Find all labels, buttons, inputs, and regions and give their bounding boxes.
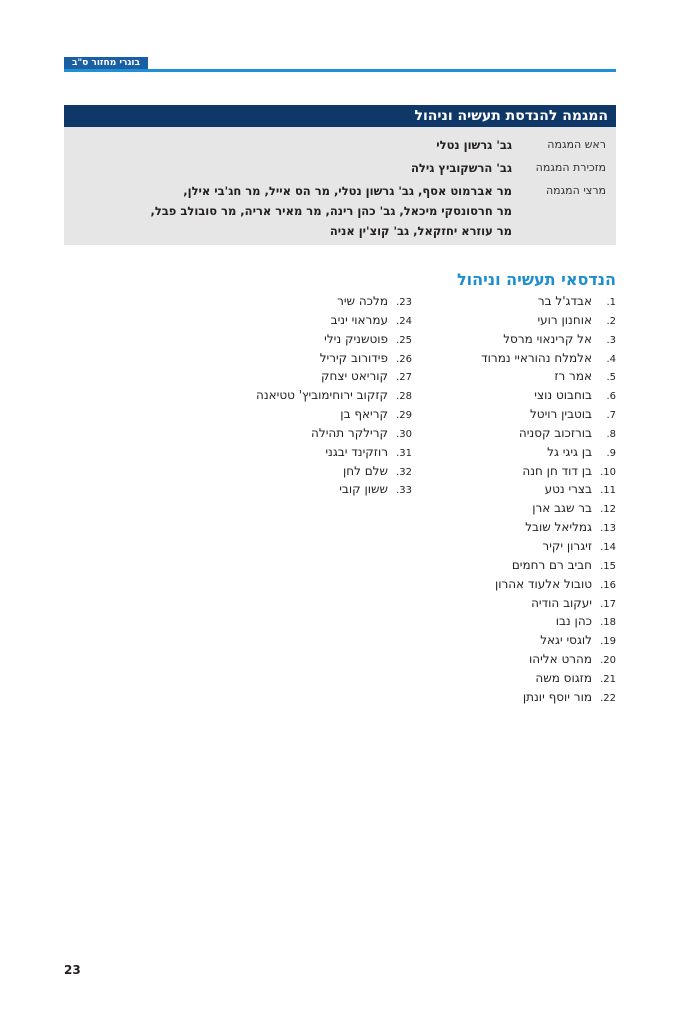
list-item-name: קריאף בן	[340, 407, 388, 422]
list-item-number: 31.	[396, 447, 412, 459]
list-item-number: 6.	[606, 391, 616, 403]
list-item-name: בן גיגי גל	[547, 444, 592, 459]
list-item-number: 28.	[396, 391, 412, 403]
list-item	[212, 330, 412, 349]
list-item	[212, 462, 412, 481]
list-item-name: קזקוב ירוחימוביץ' טטיאנה	[256, 388, 388, 403]
list-item-name: עמראוי יניב	[330, 312, 388, 327]
list-item	[416, 330, 616, 349]
list-item-number: 5.	[606, 372, 616, 384]
list-item-number: 29.	[396, 410, 412, 422]
lecturers-label: מרצי המגמה	[545, 184, 606, 197]
list-item-name: פוטשניק נילי	[324, 331, 388, 346]
list-item	[416, 292, 616, 311]
list-item-number: 19.	[600, 636, 616, 648]
list-item	[416, 650, 616, 669]
list-item-number: 12.	[600, 504, 616, 516]
head-label: ראש המגמה	[547, 138, 606, 151]
graduates-list-1	[416, 292, 616, 707]
list-item-number: 17.	[600, 598, 616, 610]
list-item	[212, 480, 412, 499]
list-item-name: בר שגב ארן	[532, 501, 592, 516]
list-item-name: מהרט אליהו	[529, 652, 592, 667]
list-item-name: שלם לחן	[342, 463, 388, 478]
list-item-name: בוטבין רויטל	[529, 407, 592, 422]
list-item-number: 8.	[606, 428, 616, 440]
list-item	[416, 311, 616, 330]
list-item-name: ששון קובי	[339, 482, 388, 497]
list-item-number: 9.	[606, 447, 616, 459]
list-item-name: אמר רז	[554, 369, 592, 384]
list-item	[416, 612, 616, 631]
list-item-name: גמליאל שובל	[525, 520, 592, 535]
list-item-number: 33.	[396, 485, 412, 497]
list-item-name: לוגסי יגאל	[540, 633, 592, 648]
list-item-number: 2.	[606, 315, 616, 327]
list-item-number: 3.	[606, 334, 616, 346]
secretary-label: מזכירת המגמה	[535, 161, 606, 174]
committee-box	[64, 105, 616, 245]
page-number: 23	[64, 963, 81, 977]
list-item-name: קוריאט יצחק	[320, 369, 388, 384]
list-item	[416, 631, 616, 650]
list-item-name: אלמלח נהוראיי נמרוד	[481, 350, 592, 365]
list-item-name: אבדג'ל בר	[537, 294, 592, 308]
list-item	[212, 405, 412, 424]
list-item-number: 21.	[600, 673, 616, 685]
list-item	[212, 443, 412, 462]
list-item	[212, 386, 412, 405]
list-item-number: 10.	[600, 466, 616, 478]
running-header-tab: בוגרי מחזור ס"ב	[64, 57, 148, 69]
list-item-number: 23.	[396, 297, 412, 308]
lecturers-line: מר עוזרא יחזקאל, גב' קוצ'ין אניה	[329, 224, 512, 238]
list-item	[416, 537, 616, 556]
list-item	[212, 311, 412, 330]
list-item-number: 4.	[606, 353, 616, 365]
list-item-name: בוחבוט נוצי	[534, 388, 592, 403]
header-rule	[64, 69, 616, 72]
list-item	[212, 367, 412, 386]
list-item	[416, 499, 616, 518]
list-item-number: 25.	[396, 334, 412, 346]
list-item	[416, 349, 616, 368]
list-item-number: 32.	[396, 466, 412, 478]
graduates-list-2	[212, 292, 412, 499]
list-item-name: אל קרינאוי מרסל	[503, 331, 592, 346]
list-item	[416, 405, 616, 424]
list-item-name: פידורוב קיריל	[319, 350, 388, 365]
list-item-name: בצרי נטע	[544, 482, 592, 497]
list-item	[416, 424, 616, 443]
list-item	[416, 688, 616, 707]
list-item-name: רוזקינד יבגני	[325, 444, 388, 459]
list-item	[416, 594, 616, 613]
list-item	[416, 518, 616, 537]
list-item-name: קרילקר תהילה	[311, 425, 388, 440]
list-item-number: 16.	[600, 579, 616, 591]
list-item	[212, 292, 412, 311]
list-item-number: 24.	[396, 315, 412, 327]
list-item	[416, 556, 616, 575]
list-item	[416, 462, 616, 481]
lecturers-value	[112, 181, 512, 241]
list-item	[416, 386, 616, 405]
list-item-name: אוחנון רועי	[537, 312, 592, 327]
section-title: הנדסאי תעשיה וניהול	[456, 270, 616, 289]
list-item-number: 26.	[396, 353, 412, 365]
list-item	[416, 669, 616, 688]
lecturers-line: מר חרסונסקי מיכאל, גב' כהן רינה, מר מאיר אריה, מר סובולב פבל,	[150, 204, 512, 218]
list-item	[416, 575, 616, 594]
list-item-number: 20.	[600, 655, 616, 667]
list-item-name: זיגרון יקיר	[542, 538, 592, 553]
list-item-name: בורזכוב קסניה	[518, 425, 592, 440]
list-item-number: 15.	[600, 560, 616, 572]
list-item-name: חביב רם רחמים	[511, 557, 592, 572]
list-item-name: מור יוסף יונתן	[522, 689, 592, 704]
list-item-number: 13.	[600, 523, 616, 535]
list-item-name: בן דוד חן חנה	[522, 463, 592, 478]
list-item	[416, 367, 616, 386]
list-item-name: יעקוב הודיה	[531, 595, 592, 610]
list-item-number: 30.	[396, 428, 412, 440]
lecturers-line: מר אברמוט אסף, גב' גרשון נטלי, מר הס אייל, מר חג'בי אילן,	[183, 184, 512, 198]
list-item-name: מזגוס משה	[535, 670, 592, 685]
head-value: גב' גרשון נטלי	[436, 138, 512, 152]
list-item-number: 27.	[396, 372, 412, 384]
list-item	[416, 480, 616, 499]
list-item-name: מלכה שיר	[337, 294, 388, 308]
list-item-name: טובול אלעוד אהרון	[494, 576, 592, 591]
list-item-number: 7.	[606, 410, 616, 422]
list-item-number: 22.	[600, 692, 616, 704]
list-item-name: כהן נבו	[555, 614, 592, 629]
list-item	[212, 424, 412, 443]
list-item	[212, 349, 412, 368]
committee-title: המגמה להנדסת תעשיה וניהול	[64, 105, 616, 127]
list-item-number: 14.	[600, 541, 616, 553]
list-item-number: 1.	[606, 297, 616, 308]
list-item-number: 18.	[600, 617, 616, 629]
secretary-value: גב' הרשקוביץ גילה	[410, 161, 512, 175]
list-item	[416, 443, 616, 462]
list-item-number: 11.	[600, 485, 616, 497]
